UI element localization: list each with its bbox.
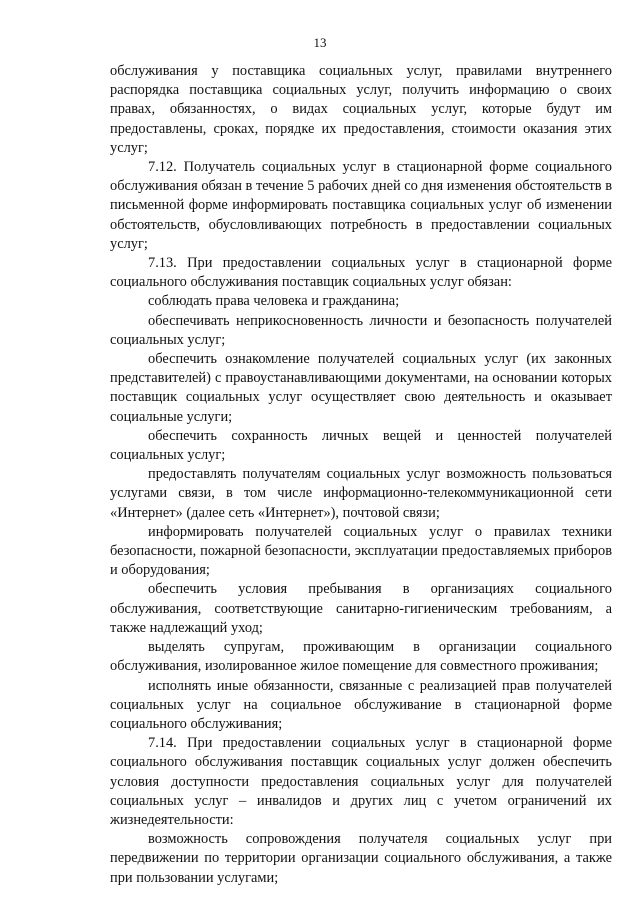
paragraph-7-13: 7.13. При предоставлении социальных услуг в стационарной форме социального обслуживания поставщик социальных услуг обязан: [110,255,612,291]
list-item-human-rights: соблюдать права человека и гражданина; [148,293,400,310]
list-item-spouses: выделять супругам, проживающим в организации социального обслуживания, изолированное жилое помещение для совместного проживания; [110,639,612,675]
list-item-safety-info: информировать получателей социальных услуг о правилах техники безопасности, пожарной безопасности, эксплуатации предоставляемых приборов и оборудования; [110,523,612,579]
paragraph-7-12: 7.12. Получатель социальных услуг в стационарной форме социального обслуживания обязан в течение 5 рабочих дней со дня изменения обстоятельств в письменной форме информировать поставщика социальных услуг об изменении обстоятельств, обусловливающих потребность в предоставлении социальных услуг; [110,159,612,252]
document-body [110,62,612,888]
list-item-belongings: обеспечить сохранность личных вещей и ценностей получателей социальных услуг; [110,427,612,464]
list-item-other-duties: исполнять иные обязанности, связанные с реализацией прав получателей социальных услуг на социальное обслуживание в стационарной форме социального обслуживания; [110,677,612,732]
list-item-conditions: обеспечить условия пребывания в организациях социального обслуживания, соответствующие санитарно-гигиеническим требованиям, а также надлежащий уход; [110,581,612,636]
paragraph-continuation: обслуживания у поставщика социальных услуг, правилами внутреннего распорядка поставщика социальных услуг, получить информацию о своих правах, обязанностях, о видах социальных услуг, которые будут им предоставлены, сроках, порядке их предоставления, стоимости оказания этих услуг; [110,63,612,156]
list-item-personal-safety: обеспечивать неприкосновенность личности и безопасность получателей социальных услуг; [110,312,612,348]
list-item-escort: возможность сопровождения получателя социальных услуг при передвижении по территории организации социального обслуживания, а также при пользовании услугами; [110,831,612,886]
page-number: 13 [313,35,327,50]
list-item-documents: обеспечить ознакомление получателей социальных услуг (их законных представителей) с правоустанавливающими документами, на основании которых поставщик социальных услуг осуществляет свою деятельность и оказывает социальные услуги; [110,351,612,425]
list-item-communication: предоставлять получателям социальных услуг возможность пользоваться услугами связи, в том числе информационно-телекоммуникационной сети «Интернет» (далее сеть «Интернет»), почтовой связи; [110,466,612,521]
paragraph-7-14: 7.14. При предоставлении социальных услуг в стационарной форме социального обслуживания поставщик социальных услуг должен обеспечить условия доступности предоставления социальных услуг для получателей социальных услуг – инвалидов и других лиц с учетом ограничений их жизнедеятельности: [110,735,612,828]
